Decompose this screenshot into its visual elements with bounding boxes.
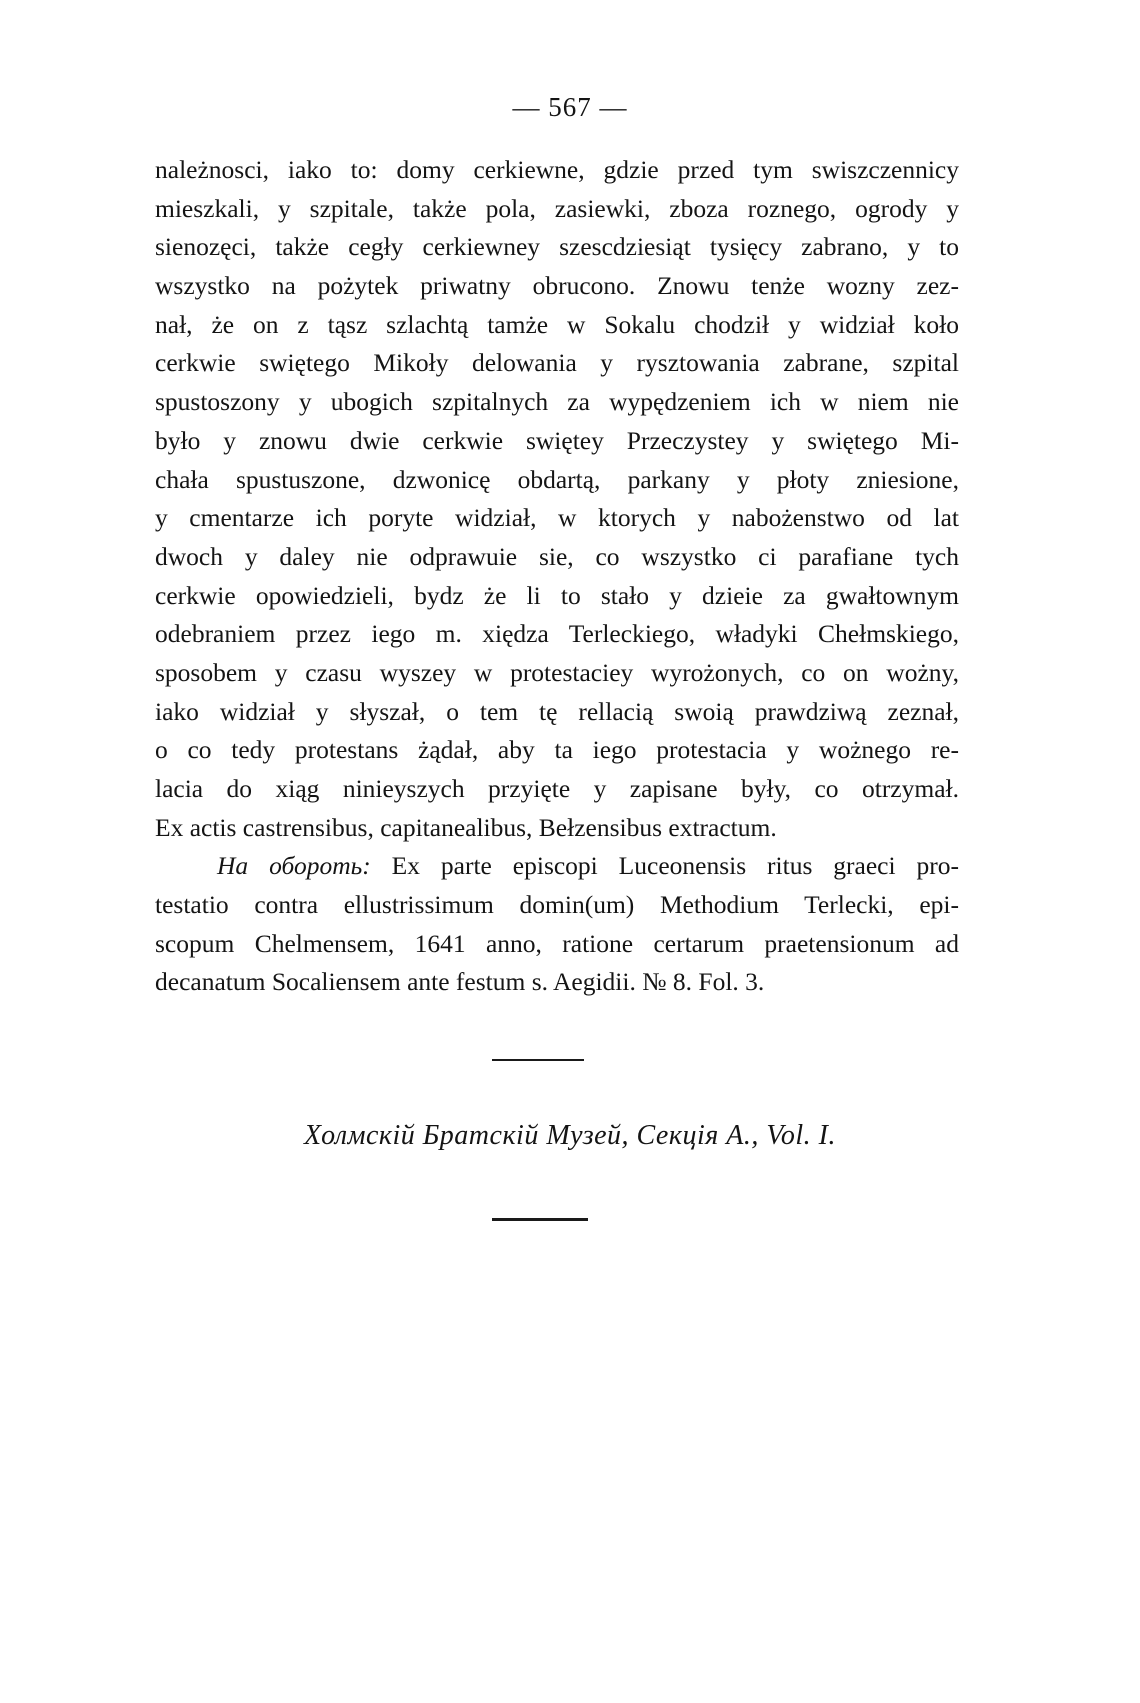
text-line: cerkwie swiętego Mikoły delowania y rysztowania zabrane, szpital [155, 348, 959, 378]
text-line: Ex actis castrensibus, capitanealibus, Bełzensibus extractum. [155, 812, 777, 842]
reverse-note-first-line [155, 847, 959, 886]
text-line: dwoch y daley nie odprawuie sie, co wszystko ci parafiane tych [155, 541, 959, 571]
divider-rule [492, 1218, 588, 1221]
reverse-label: На обороть: [217, 851, 371, 881]
page-number: — 567 — [512, 92, 628, 122]
divider-rule [492, 1059, 584, 1061]
text-line: nał, że on z tąsz szlachtą tamże w Sokalu chodził y widział koło [155, 309, 959, 339]
text-line: y cmentarze ich poryte widział, w ktorych y nabożenstwo od lat [155, 503, 959, 533]
text-line: o co tedy protestans żądał, aby ta iego protestacia y wożnego re- [155, 735, 959, 765]
source-note: Холмскій Братскій Музей, Секція А., Vol. I. [304, 1120, 836, 1151]
text-line: wszystko na pożytek priwatny obrucono. Znowu tenże wozny zez- [155, 271, 959, 301]
text-line: scopum Chelmensem, 1641 anno, ratione certarum praetensionum ad [155, 928, 959, 958]
text-line: decanatum Socaliensem ante festum s. Aegidii. № 8. Fol. 3. [155, 967, 765, 997]
text-line: mieszkali, y szpitale, także pola, zasiewki, zboza roznego, ogrody y [155, 193, 959, 223]
main-text [155, 151, 959, 1002]
text-line: lacia do xiąg ninieyszych przyięte y zapisane były, co otrzymał. [155, 774, 959, 803]
reverse-text: Ex parte episcopi Luceonensis ritus graeci pro- [391, 851, 959, 881]
text-line: iako widział y słyszał, o tem tę rellacią swoią prawdziwą zeznał, [155, 696, 959, 726]
text-line: sienozęci, także cegły cerkiewney szescdziesiąt tysięcy zabrano, y to [155, 232, 959, 262]
text-line: należnosci, iako to: domy cerkiewne, gdzie przed tym swiszczennicy [155, 155, 959, 184]
text-line: sposobem y czasu wyszey w protestaciey wyrożonych, co on wożny, [155, 657, 959, 687]
text-line: cerkwie opowiedzieli, bydz że li to stało y dzieie za gwałtownym [155, 580, 959, 610]
text-line: było y znowu dwie cerkwie swiętey Przeczystey y swiętego Mi- [155, 425, 959, 455]
text-line: testatio contra ellustrissimum domin(um) Methodium Terlecki, epi- [155, 890, 959, 920]
text-line: chała spustuszone, dzwonicę obdartą, parkany y płoty zniesione, [155, 464, 959, 494]
text-line: odebraniem przez iego m. xiędza Terleckiego, władyki Chełmskiego, [155, 619, 959, 649]
text-line: spustoszony y ubogich szpitalnych za wypędzeniem ich w niem nie [155, 387, 959, 417]
